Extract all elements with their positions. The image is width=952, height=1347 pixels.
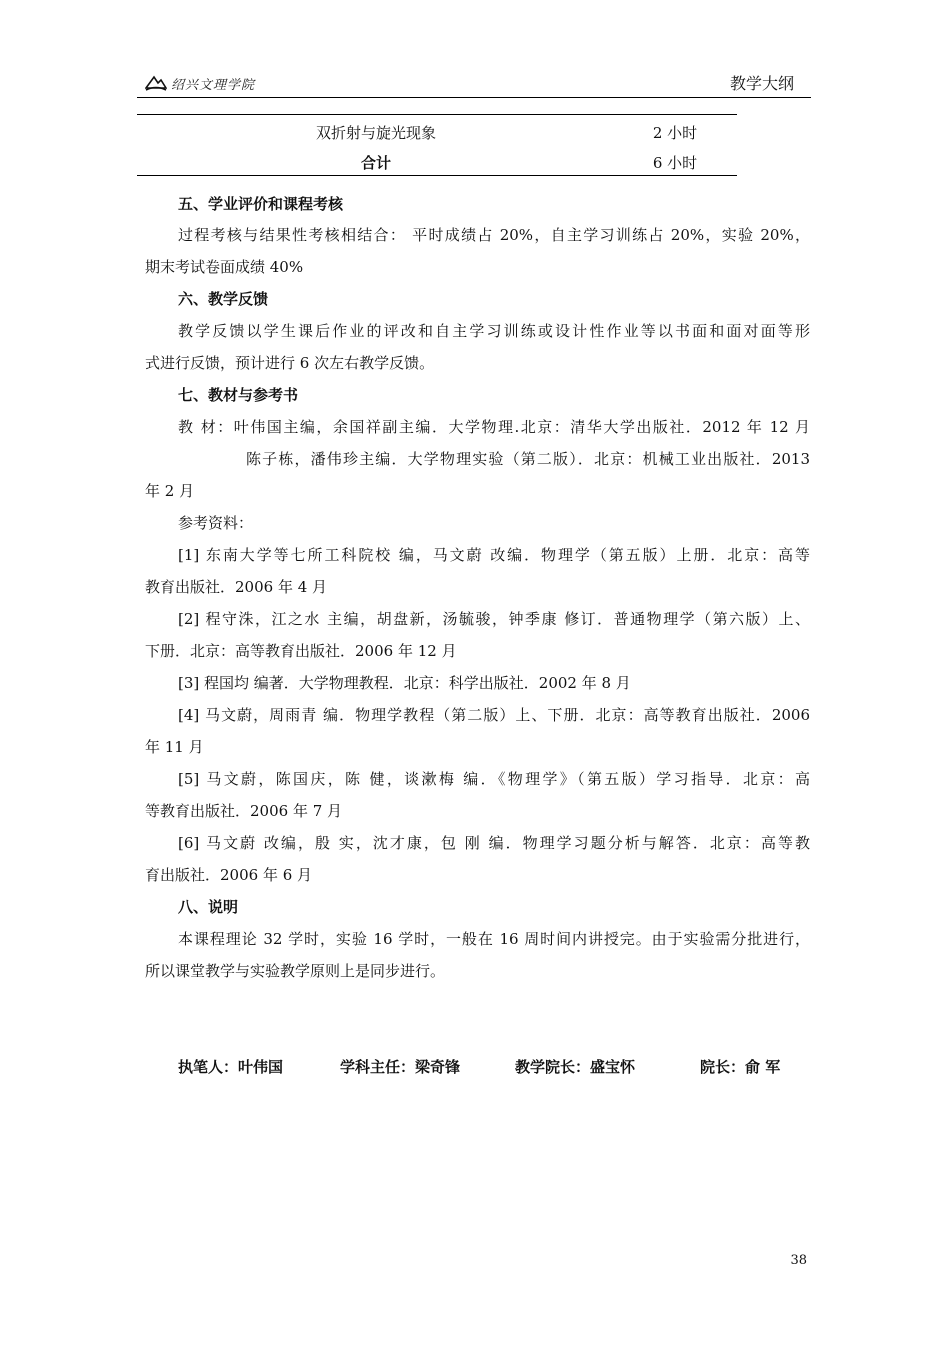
paragraph-line: 所以课堂教学与实验教学原则上是同步进行。 xyxy=(145,962,446,980)
logo-mark-icon xyxy=(145,74,167,92)
logo-text: 绍兴文理学院 xyxy=(171,77,256,93)
section-8-heading: 八、说明 xyxy=(178,898,239,916)
textbook-line: 年 2 月 xyxy=(145,482,195,500)
hours-table xyxy=(137,114,737,176)
reference-item-cont: 下册．北京：高等教育出版社．2006 年 12 月 xyxy=(145,642,457,660)
table-cell-total-hours: 6 小时 xyxy=(652,154,698,172)
reference-item: [4] 马文蔚，周雨青 编．物理学教程（第二版）上、下册．北京：高等教育出版社．2006 xyxy=(178,706,810,724)
paragraph-line: 式进行反馈，预计进行 6 次左右教学反馈。 xyxy=(145,354,435,372)
header-rule xyxy=(137,97,811,98)
header-title: 教学大纲 xyxy=(729,74,794,93)
reference-item-cont: 等教育出版社．2006 年 7 月 xyxy=(145,802,343,820)
reference-item: [3] 程国均 编著．大学物理教程．北京：科学出版社．2002 年 8 月 xyxy=(178,674,631,692)
page-number: 38 xyxy=(790,1253,807,1268)
reference-item-cont: 年 11 月 xyxy=(145,738,204,756)
table-row xyxy=(137,115,737,145)
paragraph-line: 过程考核与结果性考核相结合： 平时成绩占 20%，自主学习训练占 20%，实验 20%， xyxy=(178,226,810,244)
table-bottom-rule xyxy=(137,175,737,176)
table-cell-hours: 2 小时 xyxy=(652,124,698,142)
paragraph-line: 教学反馈以学生课后作业的评改和自主学习训练或设计性作业等以书面和面对面等形 xyxy=(178,322,810,340)
reference-item: [5] 马文蔚，陈国庆，陈 健，谈漱梅 编．《物理学》（第五版）学习指导．北京：高 xyxy=(178,770,810,788)
paragraph-line: 本课程理论 32 学时，实验 16 学时，一般在 16 周时间内讲授完。由于实验需分批进行， xyxy=(178,930,810,948)
table-cell-item: 双折射与旋光现象 xyxy=(315,124,436,142)
reference-item-cont: 育出版社．2006 年 6 月 xyxy=(145,866,313,884)
section-5-heading: 五、学业评价和课程考核 xyxy=(178,195,344,213)
reference-item: [1] 东南大学等七所工科院校 编，马文蔚 改编．物理学（第五版）上册．北京：高等 xyxy=(178,546,810,564)
reference-item: [6] 马文蔚 改编，殷 实，沈才康，包 刚 编．物理学习题分析与解答．北京：高等教 xyxy=(178,834,810,852)
reference-item-cont: 教育出版社．2006 年 4 月 xyxy=(145,578,328,596)
references-label: 参考资料： xyxy=(178,514,254,532)
textbook-line: 教 材：叶伟国主编，余国祥副主编．大学物理.北京：清华大学出版社．2012 年 12 月 xyxy=(178,418,810,436)
signature-subject-head: 学科主任：梁奇锋 xyxy=(340,1058,461,1076)
signature-teaching-dean: 教学院长：盛宝怀 xyxy=(515,1058,636,1076)
textbook-line: 陈子栋，潘伟珍主编．大学物理实验（第二版）．北京：机械工业出版社．2013 xyxy=(246,450,810,468)
college-logo xyxy=(145,70,265,96)
paragraph-line: 期末考试卷面成绩 40% xyxy=(145,258,304,276)
table-row-total xyxy=(137,145,737,175)
signature-author: 执笔人：叶伟国 xyxy=(178,1058,284,1076)
signature-dean: 院长：俞 军 xyxy=(700,1058,781,1076)
section-6-heading: 六、教学反馈 xyxy=(178,290,269,308)
section-7-heading: 七、教材与参考书 xyxy=(178,386,299,404)
table-cell-total-label: 合计 xyxy=(360,154,391,172)
reference-item: [2] 程守洙，江之水 主编，胡盘新，汤毓骏，钟季康 修订．普通物理学（第六版）上、 xyxy=(178,610,810,628)
